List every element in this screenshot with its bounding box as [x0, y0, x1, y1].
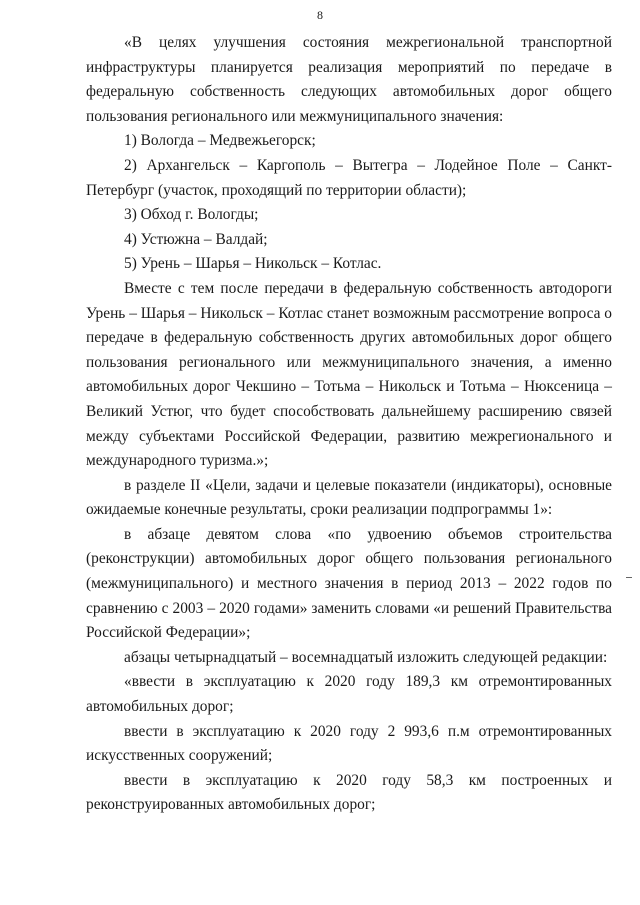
- paragraph-ninth-abzac: в абзаце девятом слова «по удвоению объемов строительства (реконструкции) автомобильных дорог общего пользования регионального (межмуниципального) и местного значения в период 2013 – 2022 годов по сравнению с 2003 – 2020 годами» заменить словами «и решений Правительства Российской Федерации»;: [86, 525, 612, 642]
- paragraph-abzacs-14-18: абзацы четырнадцатый – восемнадцатый изложить следующей редакции:: [124, 648, 608, 666]
- page-number: 8: [317, 8, 323, 22]
- paragraph-section-ii: в разделе II «Цели, задачи и целевые показатели (индикаторы), основные ожидаемые конечные результаты, сроки реализации подпрограммы 1»:: [86, 476, 612, 519]
- list-item-road-4: 4) Устюжна – Валдай;: [124, 230, 268, 248]
- list-item-road-5: 5) Урень – Шарья – Никольск – Котлас.: [124, 255, 382, 273]
- list-item-road-2: 2) Архангельск – Каргополь – Вытегра – Лодейное Поле – Санкт-Петербург (участок, проходящий по территории области);: [86, 156, 612, 199]
- list-item-road-3: 3) Обход г. Вологды;: [124, 206, 259, 224]
- list-item-road-1: 1) Вологда – Медвежьегорск;: [124, 132, 316, 150]
- scan-mark: [626, 577, 632, 578]
- paragraph-intro: «В целях улучшения состояния межрегиональной транспортной инфраструктуры планируется реализация мероприятий по передаче в федеральную собственность следующих автомобильных дорог общего пользования регионального или межмуниципального значения:: [86, 34, 612, 125]
- paragraph-transfer: Вместе с тем после передачи в федеральную собственность автодороги Урень – Шарья – Никольск – Котлас станет возможным рассмотрение вопроса о передаче в федеральную собственность других автомобильных дорог общего пользования регионального или межмуниципального значения, а именно автомобильных дорог Чекшино – Тотьма – Никольск и Тотьма – Нюксеница – Великий Устюг, что будет способствовать дальнейшему расширению связей между субъектами Российской Федерации, развитию межрегионального и международного туризма.»;: [86, 279, 612, 470]
- paragraph-structures: ввести в эксплуатацию к 2020 году 2 993,6 п.м отремонтированных искусственных сооружений;: [86, 722, 612, 765]
- paragraph-built-roads: ввести в эксплуатацию к 2020 году 58,3 км построенных и реконструированных автомобильных дорог;: [86, 771, 612, 814]
- paragraph-repaired-roads: «ввести в эксплуатацию к 2020 году 189,3 км отремонтированных автомобильных дорог;: [86, 673, 612, 716]
- document-body: [86, 31, 612, 818]
